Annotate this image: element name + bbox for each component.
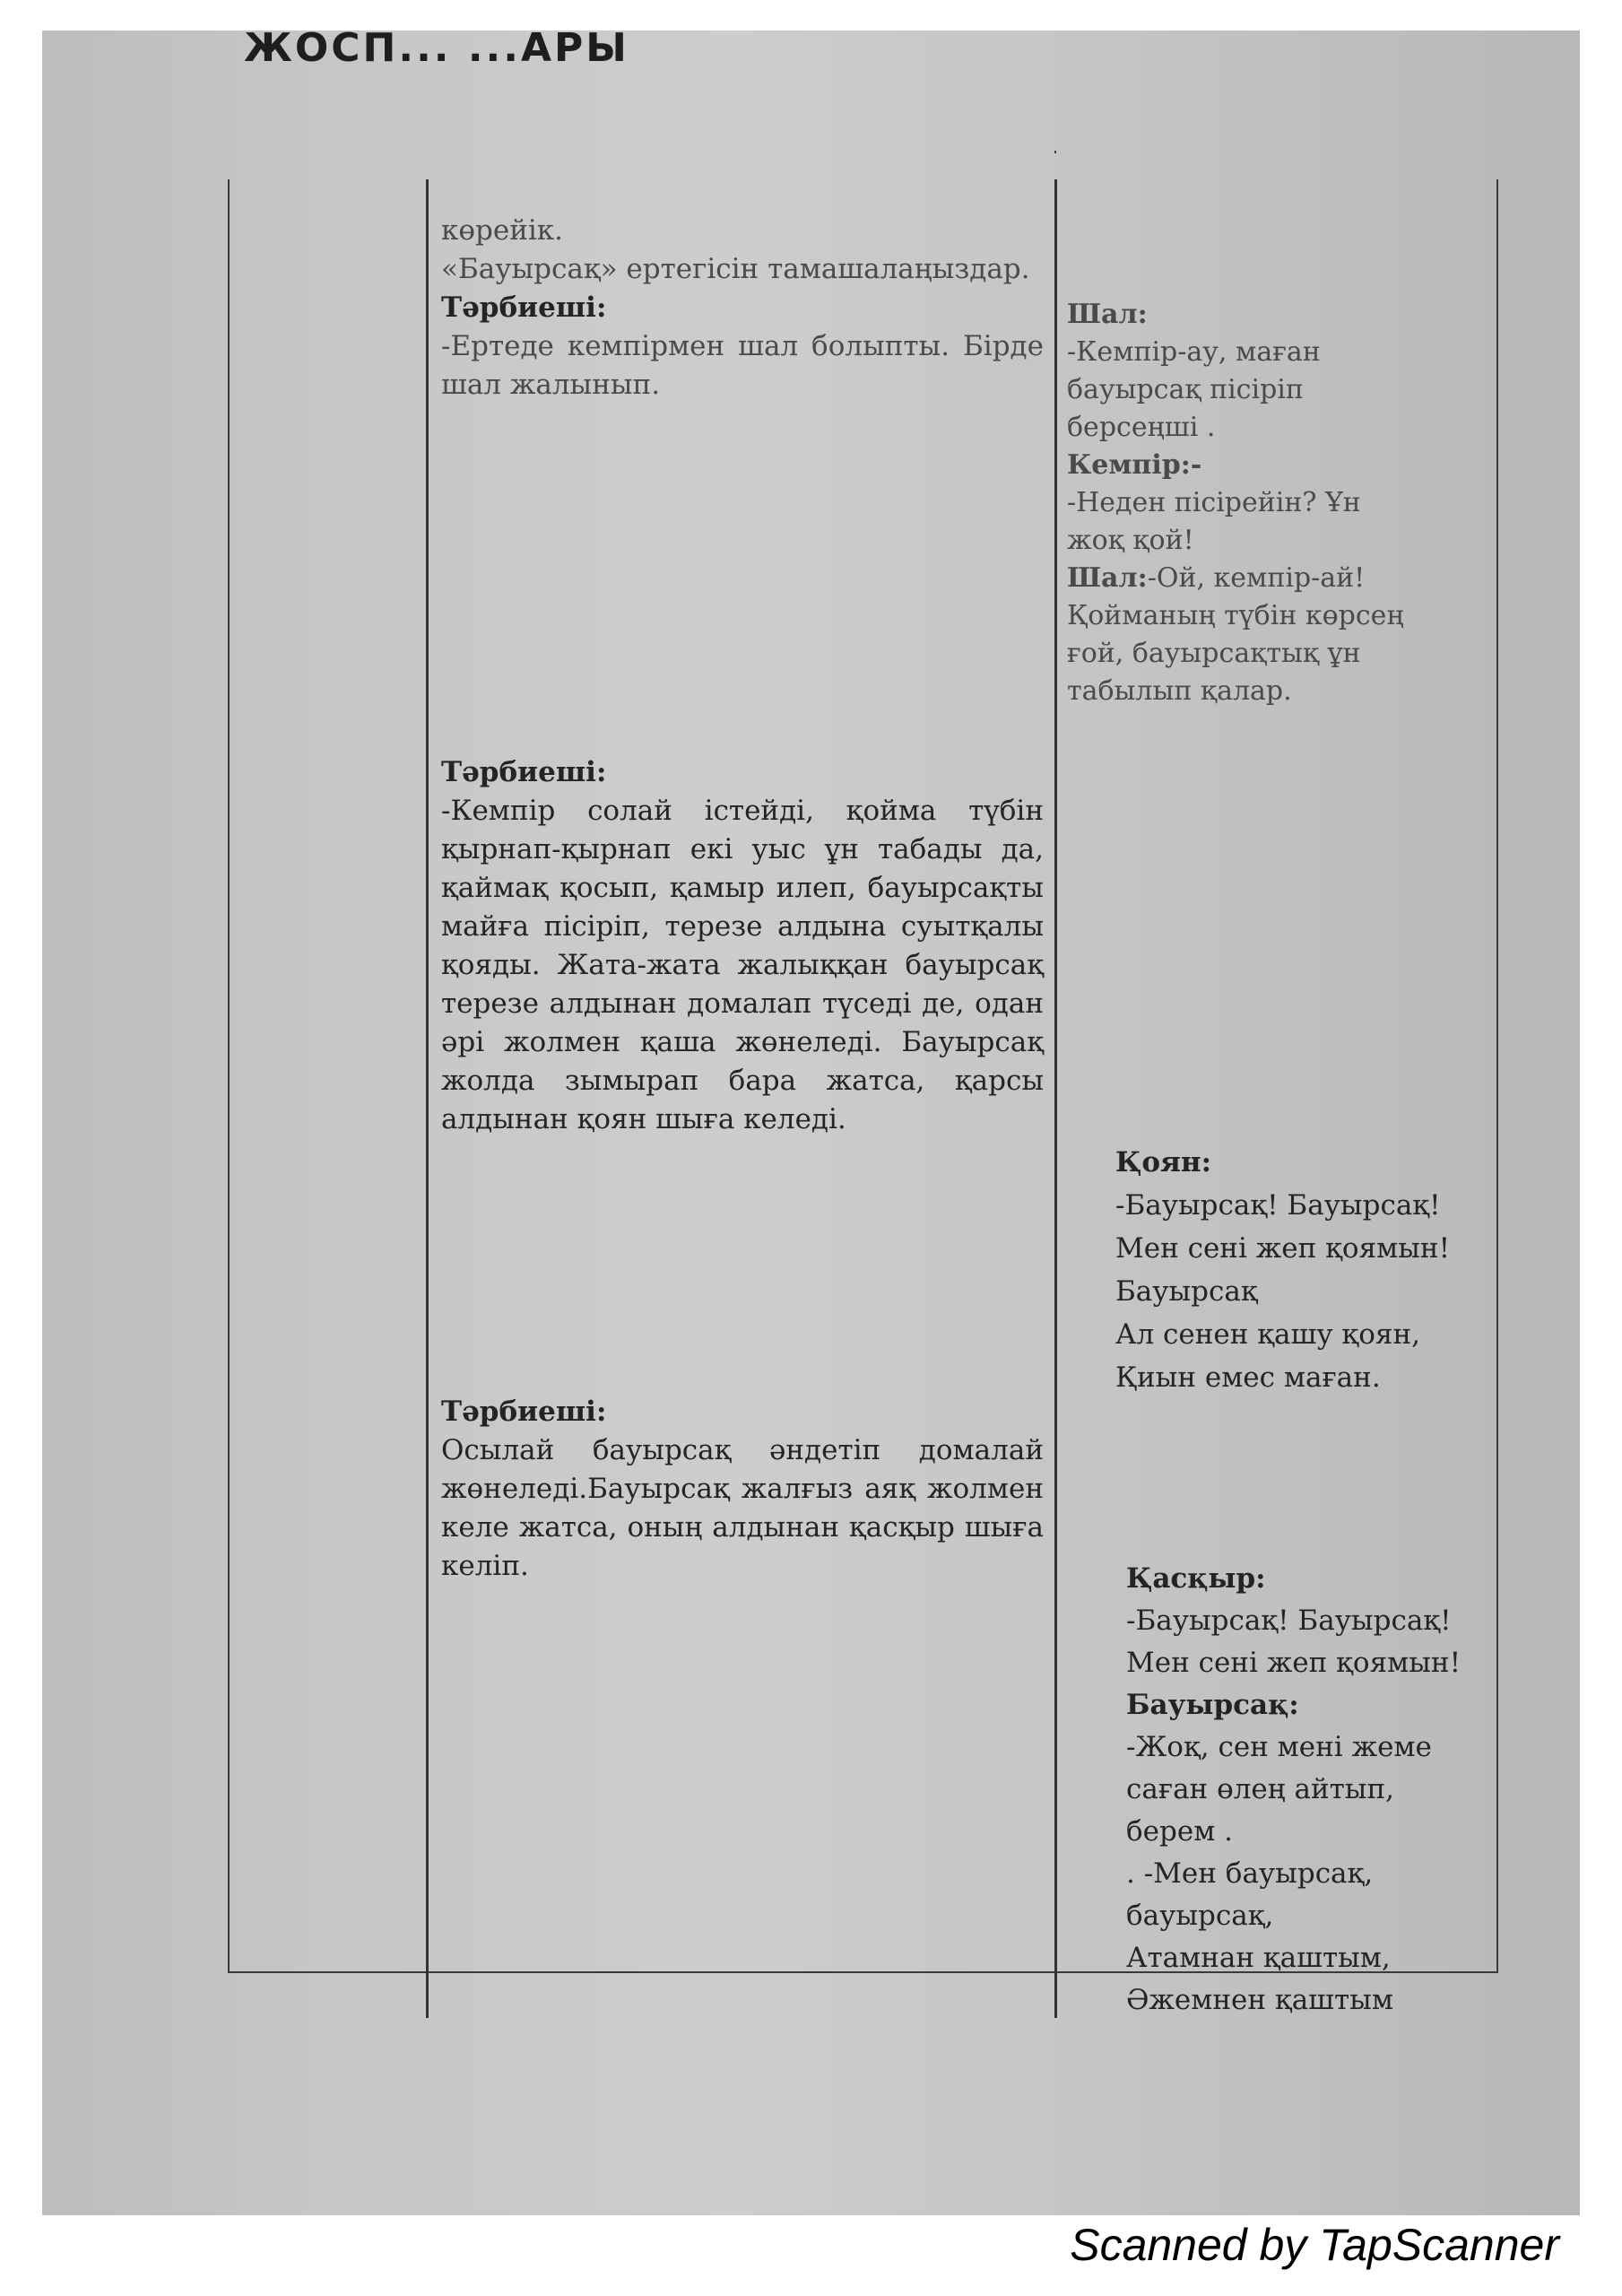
speaker-label: Қасқыр: (1126, 1562, 1266, 1595)
dialogue-qasqyr-bauyrsaq (1126, 1558, 1548, 2022)
dialogue-line (1067, 560, 1488, 597)
dialogue-line: Бауырсақ (1115, 1275, 1258, 1308)
dialogue-shal-kempir (1067, 296, 1488, 710)
cut-off-header: ЖОСП... ...АРЫ (244, 30, 629, 66)
dialogue-line: Ал сенен қашу қоян, (1115, 1318, 1420, 1351)
speaker-label: Кемпір:- (1067, 449, 1202, 481)
dialogue-line: . -Мен бауырсақ, (1126, 1857, 1374, 1890)
dialogue-line: Қиын емес маған. (1115, 1361, 1381, 1394)
teacher-block-1 (441, 289, 1044, 404)
speaker-label: Қоян: (1115, 1146, 1212, 1178)
dialogue-line: -Бауырсақ! Бауырсақ! (1126, 1605, 1452, 1637)
teacher-block-3 (441, 1393, 1044, 1586)
speaker-label: Шал: (1067, 299, 1148, 330)
dialogue-line: табылып қалар. (1067, 675, 1292, 707)
dialogue-line: берем . (1126, 1815, 1234, 1848)
dialogue-line: берсеңші . (1067, 412, 1216, 443)
dialogue-line: -Кемпір-ау, маған (1067, 336, 1321, 368)
dialogue-line: Қойманың түбін көрсең (1067, 600, 1404, 631)
dialogue-line: бауырсақ пісіріп (1067, 374, 1304, 405)
dialogue-text: -Ой, кемпір-ай! (1147, 562, 1366, 594)
dialogue-line: бауырсақ, (1126, 1900, 1274, 1932)
speaker-label: Шал: (1067, 562, 1148, 594)
dialogue-line: ғой, бауырсақтық ұн (1067, 638, 1361, 669)
divider (1054, 151, 1056, 153)
speaker-label: Бауырсақ: (1126, 1689, 1299, 1721)
dialogue-line: -Жоқ, сен мені жеме (1126, 1731, 1432, 1763)
column-divider-right (1054, 179, 1057, 2018)
dialogue-line: Мен сені жеп қоямын! (1115, 1232, 1451, 1265)
speaker-label: Тәрбиеші: (441, 756, 607, 788)
intro-line: «Бауырсақ» ертегісін тамашалаңыздар. (441, 253, 1030, 285)
dialogue-line: Атамнан қаштым, (1126, 1942, 1391, 1974)
teacher-block-2 (441, 753, 1044, 1139)
speaker-label: Тәрбиеші: (441, 1396, 607, 1428)
narration-text: -Ертеде кемпірмен шал болыпты. Бірде шал жалынып. (441, 330, 1044, 401)
dialogue-line: Әжемнен қаштым (1126, 1984, 1393, 2016)
intro-text (441, 212, 1044, 289)
narration-text: -Кемпір солай істейді, қойма түбін қырнап-қырнап екі уыс ұн табады да, қаймақ қосып, қамыр илеп, бауырсақты майға пісіріп, терезе алдына суытқалы қояды. Жата-жата жалыққан бауырсақ терезе алдынан домалап түседі де, одан әрі жолмен қаша жөнеледі. Бауырсақ жолда зымырап бара жатса, қарсы алдынан қоян шыға келеді. (441, 795, 1044, 1135)
dialogue-line: жоқ қой! (1067, 525, 1194, 556)
dialogue-line: саған өлең айтып, (1126, 1773, 1394, 1805)
intro-line: көрейік. (441, 214, 564, 247)
dialogue-line: Мен сені жеп қоямын! (1126, 1647, 1462, 1679)
scanner-watermark: Scanned by TapScanner (1070, 2220, 1559, 2270)
speaker-label: Тәрбиеші: (441, 291, 607, 324)
dialogue-qoyan (1115, 1141, 1537, 1399)
column-divider-left (426, 179, 429, 2018)
narration-text: Осылай бауырсақ әндетіп домалай жөнеледі.Бауырсақ жалғыз аяқ жолмен келе жатса, оның алдынан қасқыр шыға келіп. (441, 1434, 1044, 1582)
dialogue-line: -Бауырсақ! Бауырсақ! (1115, 1189, 1441, 1222)
dialogue-line: -Неден пісірейін? Ұн (1067, 487, 1361, 518)
